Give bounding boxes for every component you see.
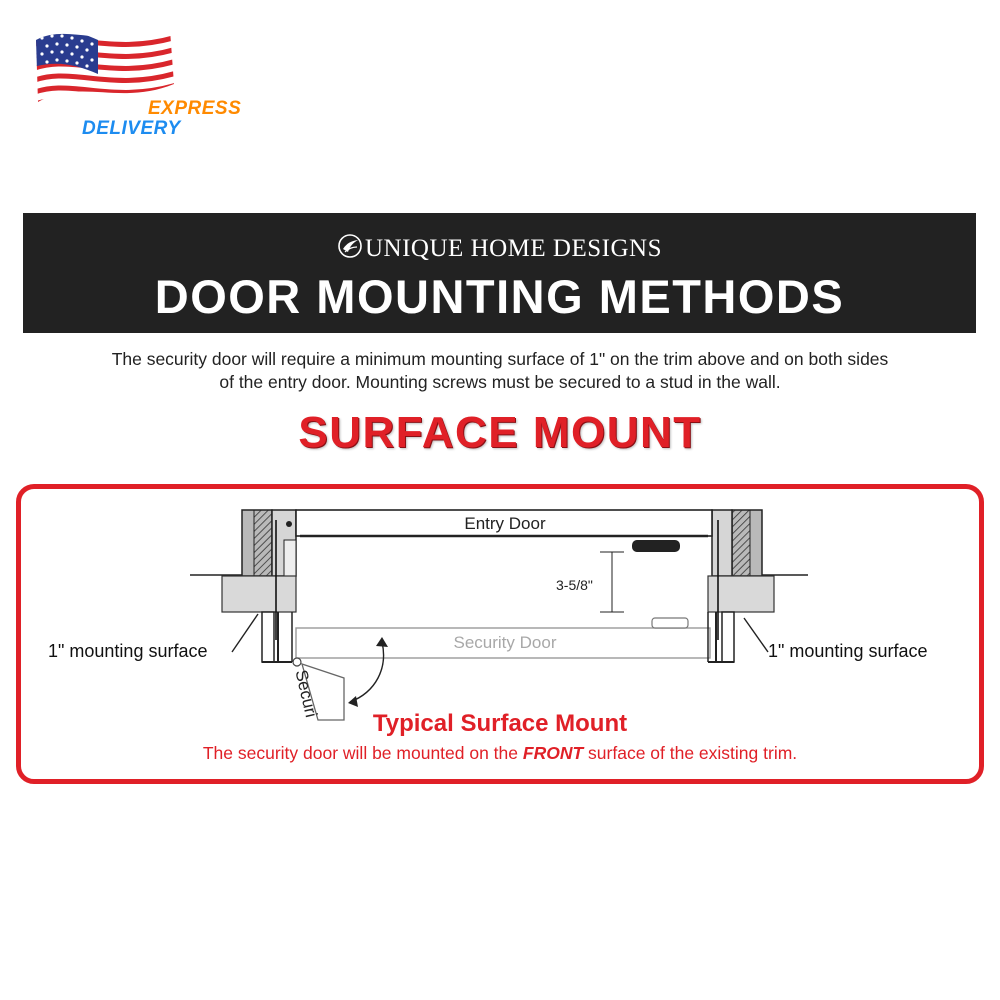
caption-title	[0, 710, 1000, 738]
left-mounting-label: 1" mounting surface	[48, 641, 208, 661]
section-title: SURFACE MOUNT	[298, 408, 702, 457]
right-mounting-label: 1" mounting surface	[768, 641, 928, 661]
caption-post: surface of the existing trim.	[583, 743, 798, 763]
intro-line-1: The security door will require a minimum mounting surface of 1" on the trim above and on both sides	[111, 349, 889, 369]
caption-pre: The security door will be mounted on the	[202, 743, 523, 763]
entry-door-label: Entry Door	[464, 514, 546, 533]
caption-emphasis: FRONT	[522, 743, 584, 763]
entry-door-handle	[632, 540, 680, 552]
brand-name: UNIQUE HOME DESIGNS	[365, 235, 662, 262]
swing-door-label: Securi	[291, 668, 321, 720]
right-pointer	[744, 618, 768, 652]
measurement-marker	[600, 552, 624, 612]
left-bracket	[262, 612, 292, 662]
caption-title-text: Typical Surface Mount	[372, 710, 628, 737]
express-text: EXPRESS	[148, 98, 242, 119]
intro-line-2: of the entry door. Mounting screws must be secured to a stud in the wall.	[219, 372, 781, 392]
security-door-handle	[652, 618, 688, 628]
measurement-label: 3-5/8"	[556, 577, 593, 593]
security-door-label: Security Door	[453, 633, 557, 652]
caption-description	[0, 743, 1000, 764]
delivery-text: DELIVERY	[82, 118, 181, 139]
page-title: DOOR MOUNTING METHODS	[154, 270, 845, 323]
left-pointer	[232, 614, 258, 652]
